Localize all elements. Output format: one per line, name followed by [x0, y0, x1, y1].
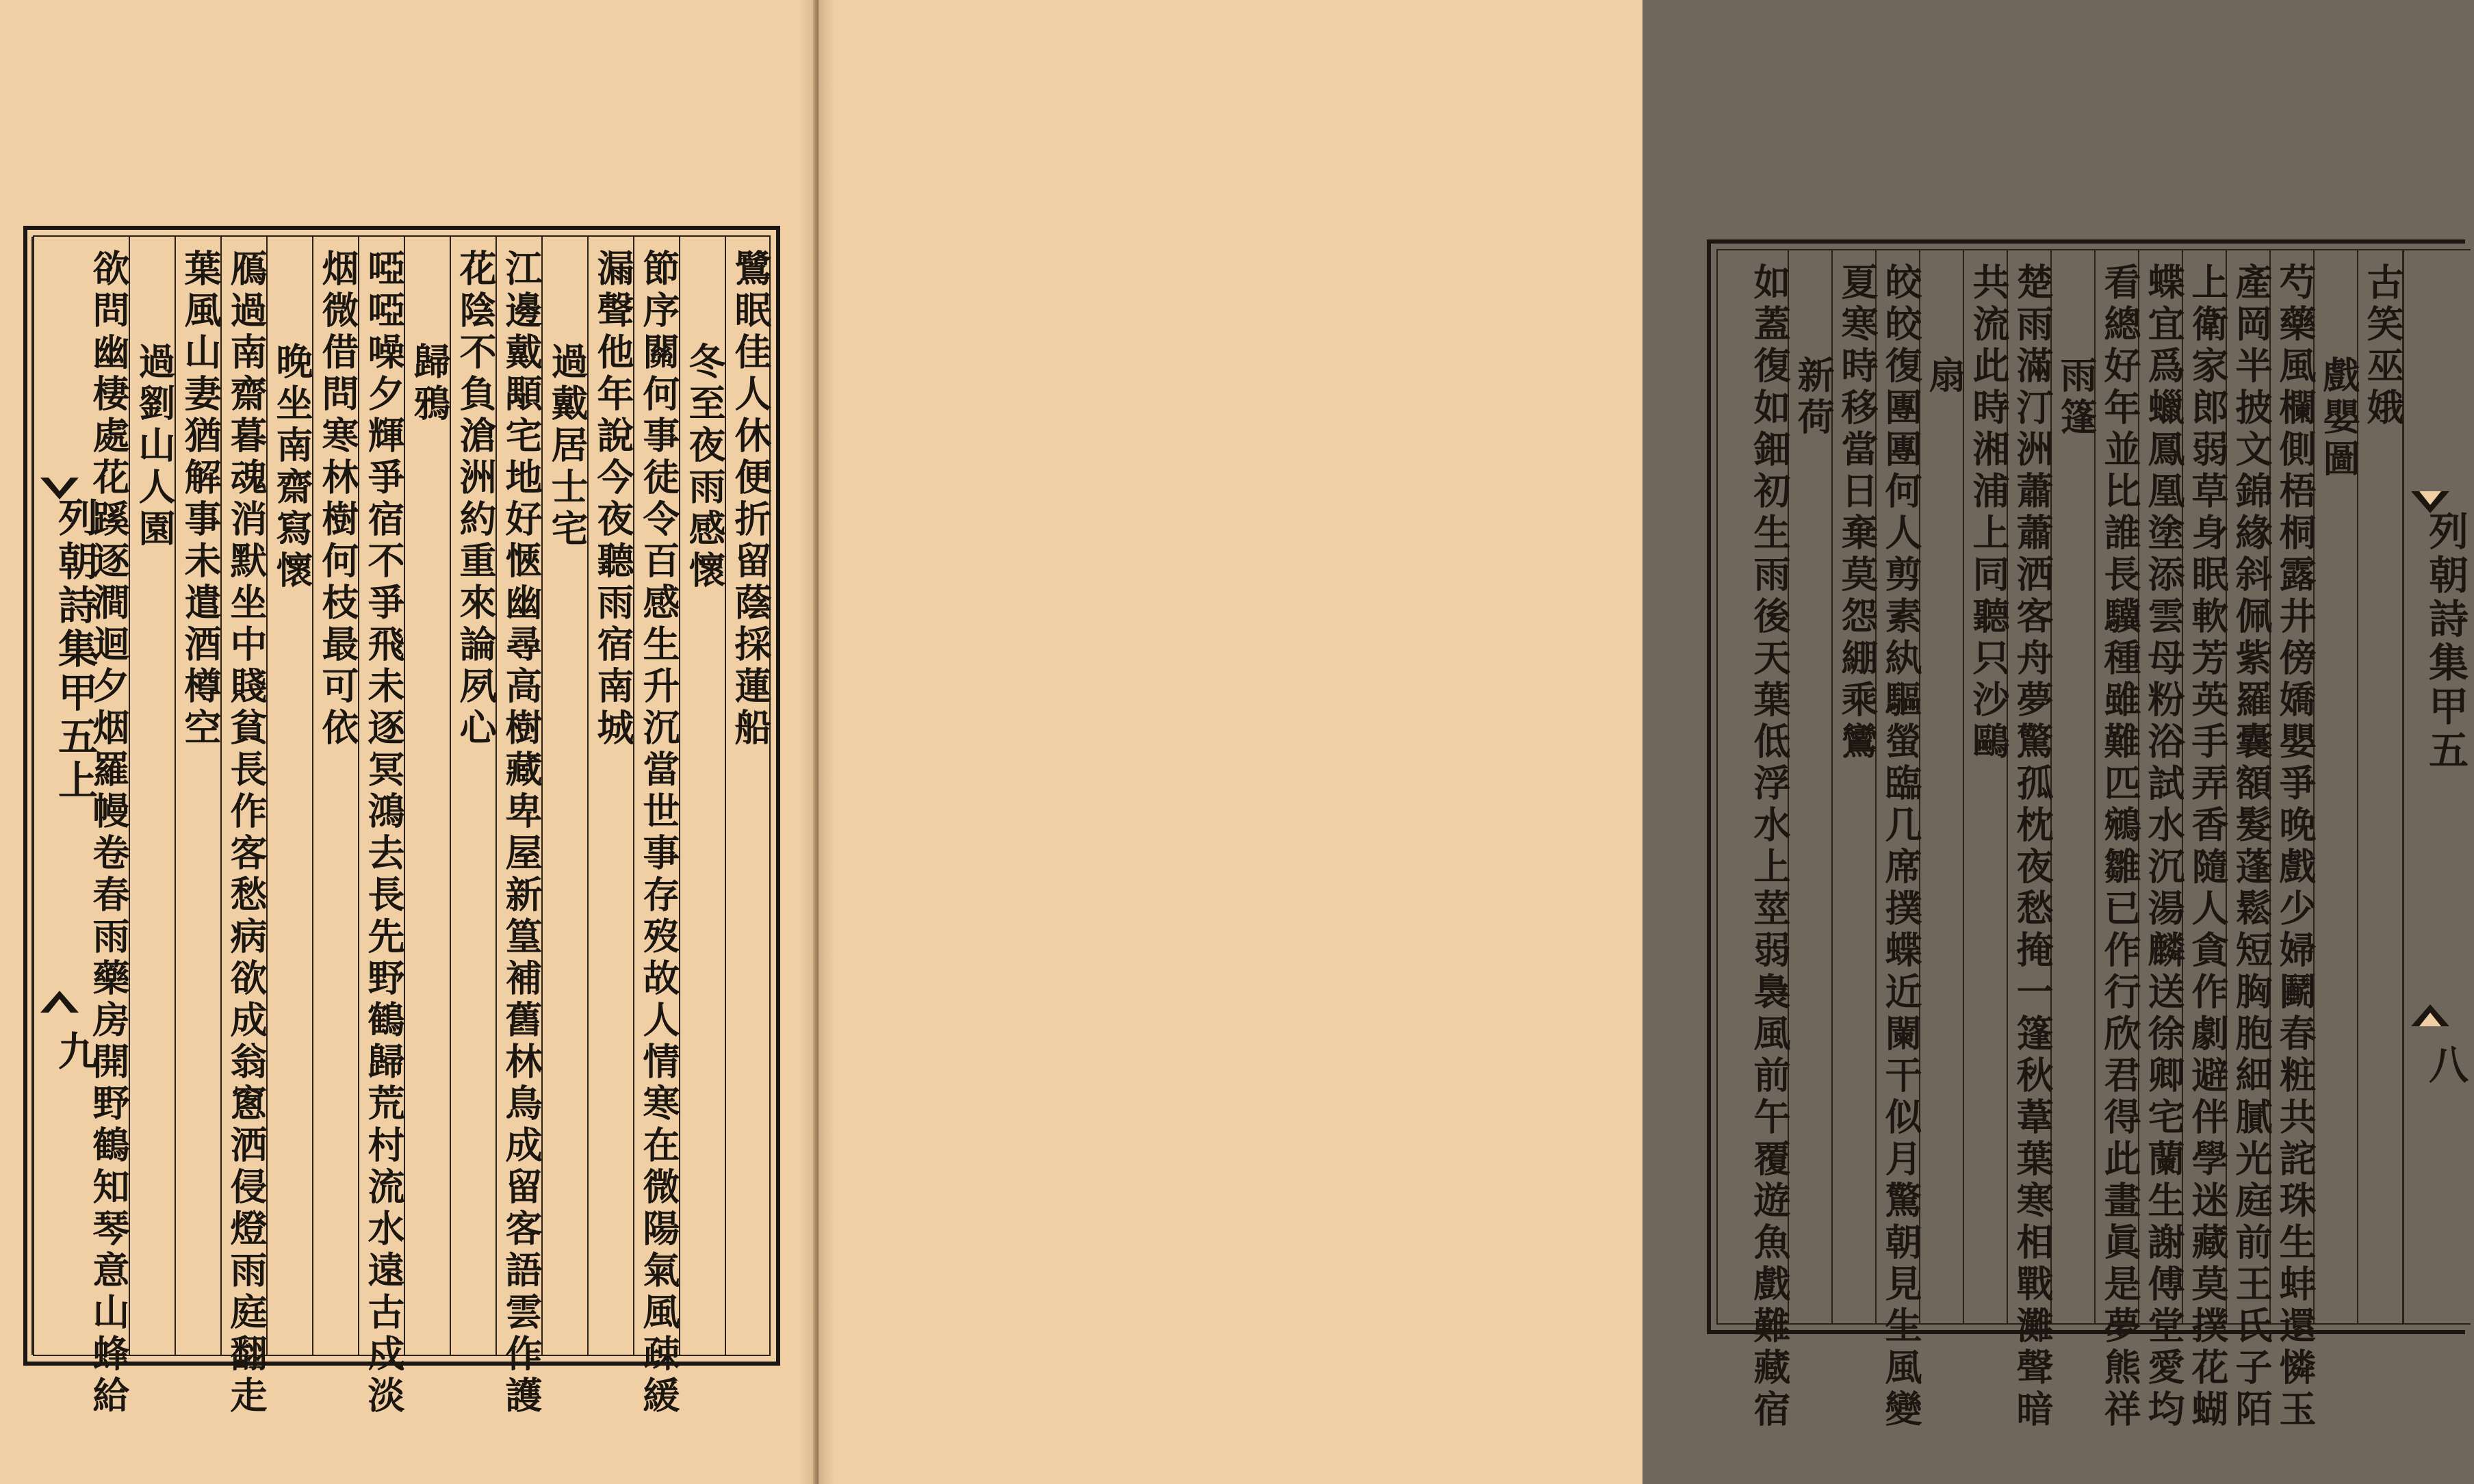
- text-column: [313, 237, 363, 1367]
- column-text: 漏聲他年說今夜聽雨宿南城: [591, 249, 635, 750]
- column-text: 古笑巫娥: [2361, 263, 2405, 430]
- column-text: 看總好年並比誰長驥種雖難匹鵷雛已作行欣君得此畫眞是夢熊祥: [2098, 263, 2142, 1431]
- banked-margin: [2402, 250, 2473, 1323]
- right-frame-inner-border: [1716, 249, 2471, 1431]
- left-frame-inner-border: [33, 235, 773, 1418]
- text-column: [1789, 250, 1838, 1429]
- text-column: [2358, 250, 2408, 1336]
- margin-page-number: 八: [2422, 1044, 2469, 1084]
- column-text: 啞啞噪夕輝爭宿不爭飛未逐冥鴻去長先野鶴歸荒村流水遠古戍淡: [362, 249, 406, 1418]
- text-column: [84, 237, 133, 1418]
- left-text-frame: [23, 226, 780, 1418]
- column-text: 烟微借問寒林樹何枝最可依: [316, 249, 360, 750]
- text-column: [2315, 250, 2364, 1429]
- text-column: [405, 237, 454, 1460]
- text-column: [1833, 250, 1882, 1336]
- column-text: 楚雨滿汀洲蕭蕭洒客舟夢驚孤枕夜愁掩一篷秋葦葉寒相戰灘聲暗: [2011, 263, 2054, 1431]
- text-column: [1920, 250, 1970, 1429]
- text-column: [1745, 250, 1794, 1431]
- column-text: 鷺眠佳人休便折留蔭採蓮船: [729, 249, 773, 750]
- column-text: 芍藥風欄側梧桐露井傍嬌嬰爭晚戲少婦鬬春粧共詫珠生蚌還憐玉: [2273, 263, 2317, 1431]
- text-column: [2227, 250, 2276, 1431]
- margin-book-title: 列朝詩集甲五上: [51, 497, 98, 803]
- text-column: [451, 237, 500, 1367]
- text-column: [268, 237, 317, 1460]
- column-text: 戲嬰圖: [2317, 356, 2361, 481]
- column-text: 共流此時湘浦上同聽只沙鷗: [1967, 263, 2011, 764]
- text-column: [130, 237, 179, 1460]
- column-text: 新荷: [1792, 356, 1835, 439]
- text-column: [2271, 250, 2320, 1431]
- text-column: [222, 237, 271, 1418]
- column-text: 花陰不負滄洲約重來論夙心: [454, 249, 498, 750]
- column-text: 葉風山妻猶解事未遣酒樽空: [179, 249, 222, 750]
- column-text: 歸鴉: [408, 342, 452, 426]
- text-column: [680, 237, 730, 1460]
- text-column: [2183, 250, 2232, 1431]
- column-text: 欲問幽棲處花蹊逐澗迴夕烟羅幔卷春雨藥房開野鶴知琴意山蜂給: [87, 249, 131, 1418]
- text-column: [2008, 250, 2057, 1431]
- column-text: 皎皎復團團何人剪素紈驅螢臨几席撲蝶近闌干似月驚朝見生風變: [1879, 263, 1923, 1431]
- column-text: 夏寒時移當日棄莫怨綳乘鸞: [1835, 263, 1879, 764]
- column-text: 雨篷: [2054, 356, 2098, 439]
- text-column: [2096, 250, 2145, 1431]
- text-column: [1964, 250, 2013, 1336]
- fish-tail-mark-lower-icon: [2410, 1003, 2451, 1028]
- text-column: [176, 237, 225, 1367]
- text-column: [497, 237, 546, 1418]
- right-page: [819, 0, 2469, 1484]
- text-column: [359, 237, 409, 1418]
- column-text: 蝶宜爲蠟鳳凰塗添雲母粉浴試水沉湯麟送徐卿宅蘭生謝傅堂愛均: [2142, 263, 2186, 1431]
- column-text: 鴈過南齋暮魂消默坐中賤貧長作客愁病欲成翁窻洒侵燈雨庭翻走: [224, 249, 268, 1418]
- column-text: 上衛家郎弱草身眠軟芳英手弄香隨人貪作劇避伴學迷藏莫撲花蝴: [2186, 263, 2230, 1431]
- column-text: 晚坐南齋寫懷: [270, 342, 314, 593]
- column-text: 江邊戴顒宅地好愜幽尋高樹藏卑屋新篁補舊林鳥成留客語雲作護: [500, 249, 543, 1418]
- text-column: [634, 237, 684, 1418]
- column-text: 如蓋復如鈿初生雨後天葉低浮水上莖弱裊風前午覆遊魚戲難藏宿: [1748, 263, 1792, 1431]
- text-column: [2052, 250, 2101, 1429]
- left-page: [0, 0, 819, 1484]
- text-column: [2139, 250, 2189, 1431]
- margin-book-title: 列朝詩集甲五: [2422, 510, 2469, 773]
- column-text: 產岡半披文錦緣斜佩紫羅囊額髮蓬鬆短胸胞細膩光庭前王氏子陌: [2230, 263, 2273, 1431]
- text-column: [726, 237, 775, 1367]
- text-column: [543, 237, 592, 1460]
- column-text: 過戴居士宅: [545, 342, 589, 551]
- margin-page-number: 九: [51, 1030, 98, 1070]
- column-text: 冬至夜雨感懷: [683, 342, 727, 593]
- text-column: [1877, 250, 1926, 1431]
- column-text: 節序關何事徒令百感生升沉當世事存歿故人情寒在微陽氣風疎緩: [637, 249, 681, 1418]
- fish-tail-mark-lower-icon: [39, 989, 80, 1014]
- text-column: [589, 237, 638, 1367]
- right-text-frame: [1707, 239, 2469, 1431]
- column-text: 扇: [1923, 356, 1967, 398]
- column-text: 過劉山人園: [133, 342, 177, 551]
